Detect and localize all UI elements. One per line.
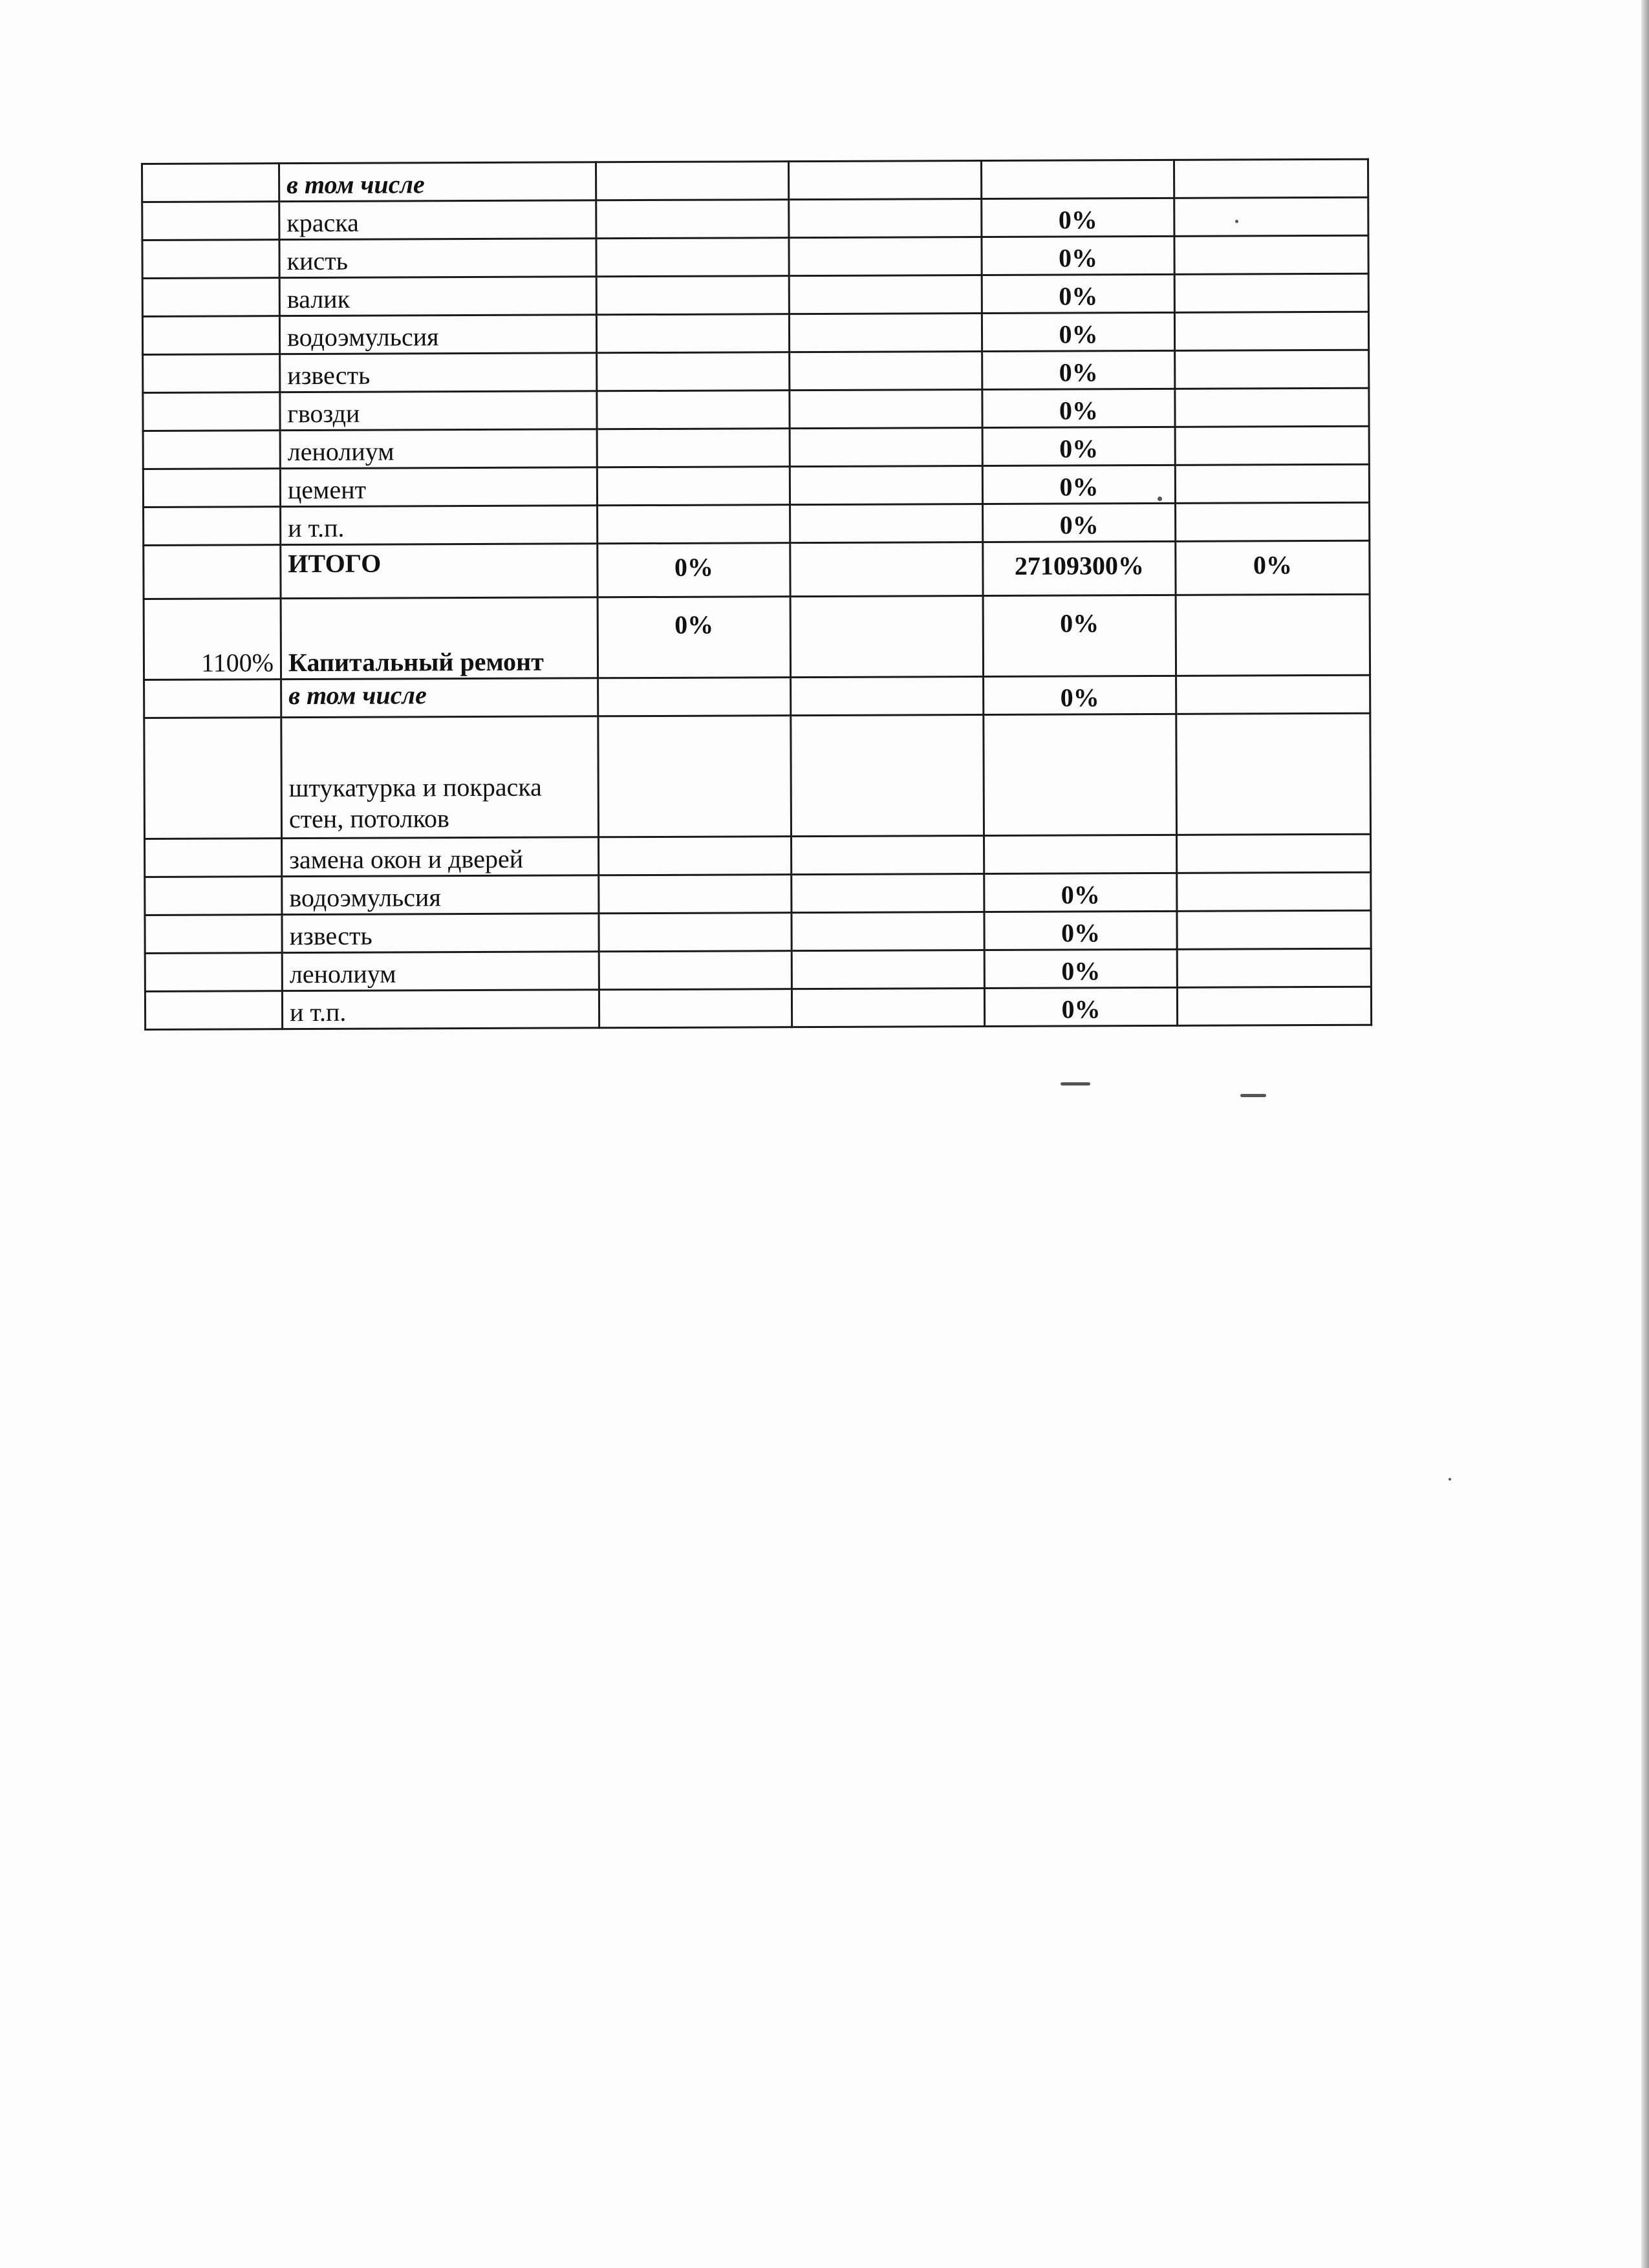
table-row: [143, 464, 1369, 507]
name-cell: гвозди: [280, 391, 597, 431]
value-cell: [790, 390, 982, 429]
name-cell: известь: [280, 353, 597, 392]
code-cell: [144, 679, 281, 718]
value-cell: 0%: [982, 427, 1175, 465]
value-cell: [599, 875, 792, 914]
scan-edge-shadow: [1641, 0, 1649, 2268]
code-cell: [143, 469, 280, 508]
table-row: [145, 948, 1371, 991]
value-cell: [984, 714, 1177, 835]
value-cell: 0%: [983, 595, 1176, 676]
value-cell: [599, 989, 792, 1028]
code-cell: [142, 240, 279, 279]
value-cell: [599, 837, 792, 875]
value-cell: [1175, 426, 1369, 465]
value-cell: [598, 505, 790, 544]
code-cell: [145, 991, 282, 1030]
code-cell: 1100%: [144, 599, 281, 680]
value-cell: 0%: [982, 465, 1175, 504]
value-cell: [984, 835, 1177, 873]
name-cell: ленолиум: [280, 429, 597, 469]
table-row: [145, 872, 1371, 915]
value-cell: 0%: [982, 236, 1174, 275]
value-cell: [598, 678, 791, 716]
code-cell: [144, 507, 281, 546]
code-cell: [142, 316, 279, 355]
name-cell: ленолиум: [282, 952, 599, 991]
value-cell: [792, 950, 984, 989]
value-cell: [788, 161, 981, 200]
table-row: [145, 834, 1371, 877]
value-cell: [598, 716, 792, 837]
value-cell: 0%: [984, 676, 1176, 714]
total-label: ИТОГО: [281, 544, 598, 599]
value-cell: [1177, 948, 1371, 987]
value-cell: [1174, 197, 1368, 236]
value-cell: 0%: [982, 312, 1174, 351]
name-cell: краска: [279, 200, 596, 240]
value-cell: [789, 275, 982, 314]
table-row: [142, 159, 1368, 202]
value-cell: [597, 467, 790, 506]
code-cell: [145, 877, 282, 915]
code-cell: [143, 431, 280, 469]
value-cell: [791, 715, 984, 837]
scan-speck: [1449, 1478, 1451, 1481]
value-cell: [1177, 834, 1371, 873]
value-cell: [1174, 159, 1368, 198]
name-cell: в том числе: [281, 678, 598, 718]
value-cell: [792, 989, 984, 1027]
code-cell: [143, 354, 280, 393]
value-cell: 0%: [984, 873, 1177, 912]
value-cell: [790, 542, 983, 597]
value-cell: [1175, 464, 1369, 503]
value-cell: [792, 836, 984, 875]
value-cell: [1175, 388, 1369, 427]
name-cell: цемент: [280, 467, 597, 507]
table-row: [143, 350, 1369, 392]
name-cell: кисть: [279, 239, 596, 278]
value-cell: [792, 912, 984, 951]
section-title: Капитальный ремонт: [281, 597, 598, 679]
value-cell: 0%: [984, 987, 1177, 1026]
table-row: [144, 675, 1370, 718]
code-cell: [143, 392, 280, 431]
value-cell: 0%: [598, 597, 790, 678]
total-row: [144, 540, 1370, 599]
value-cell: [789, 199, 982, 238]
value-cell: [597, 390, 790, 429]
value-cell: [1177, 987, 1371, 1025]
code-cell: [142, 202, 279, 241]
value-cell: [597, 352, 790, 391]
value-cell: 0%: [984, 949, 1177, 988]
value-cell: [1176, 675, 1370, 714]
value-cell: [981, 160, 1174, 198]
value-cell: [789, 237, 982, 276]
value-cell: [599, 913, 792, 952]
value-cell: [1175, 350, 1369, 389]
value-cell: [1174, 235, 1368, 274]
table-row: [144, 713, 1371, 839]
table-row: [142, 312, 1368, 354]
table-row: [145, 910, 1371, 953]
name-cell: и т.п.: [281, 506, 598, 545]
section-row: [144, 594, 1370, 679]
name-cell: водоэмульсия: [279, 315, 596, 354]
value-cell: [1176, 594, 1370, 676]
value-cell: [1177, 910, 1371, 949]
value-cell: [597, 429, 790, 467]
name-cell: водоэмульсия: [282, 875, 599, 915]
name-cell: известь: [282, 914, 599, 953]
code-cell: [145, 915, 282, 954]
value-cell: 0%: [982, 389, 1175, 427]
table-row: [144, 502, 1370, 545]
scan-speck: [1061, 1082, 1090, 1086]
value-cell: 0%: [1176, 540, 1370, 595]
value-cell: 0%: [984, 911, 1177, 950]
code-cell: [142, 278, 279, 317]
table-row: [142, 235, 1368, 278]
value-cell: [1176, 502, 1370, 541]
value-cell: 0%: [982, 274, 1174, 313]
value-cell: [790, 428, 982, 467]
value-cell: [790, 504, 983, 543]
value-cell: [790, 466, 982, 505]
table-row: [143, 426, 1369, 469]
value-cell: [596, 162, 789, 200]
scan-speck: [1158, 497, 1162, 501]
name-cell: и т.п.: [282, 990, 599, 1029]
value-cell: 0%: [982, 198, 1174, 237]
table-row: [143, 388, 1369, 431]
code-cell: [145, 839, 282, 877]
materials-table: [141, 158, 1372, 1031]
name-cell: валик: [279, 277, 596, 316]
scan-speck: [1235, 220, 1238, 223]
value-cell: [596, 238, 789, 277]
value-cell: [1174, 312, 1368, 350]
value-cell: 0%: [598, 543, 790, 597]
value-cell: 0%: [983, 503, 1176, 542]
value-cell: [599, 951, 792, 990]
value-cell: [790, 596, 983, 678]
value-cell: [789, 314, 982, 352]
value-cell: [1174, 273, 1368, 312]
value-cell: [791, 677, 984, 716]
value-cell: [792, 874, 984, 913]
table-row: [145, 987, 1371, 1029]
value-cell: 27109300%: [983, 541, 1176, 595]
code-cell: [144, 718, 282, 839]
value-cell: [596, 314, 789, 353]
value-cell: [596, 200, 789, 239]
code-cell: [144, 545, 281, 599]
value-cell: 0%: [982, 350, 1175, 389]
table-row: [142, 273, 1368, 316]
value-cell: [790, 352, 982, 390]
value-cell: [1177, 872, 1371, 911]
value-cell: [1176, 713, 1371, 835]
table-row: [142, 197, 1368, 240]
name-cell: замена окон и дверей: [282, 837, 599, 877]
value-cell: [596, 276, 789, 315]
code-cell: [145, 953, 282, 992]
scan-speck: [1240, 1094, 1266, 1097]
code-cell: [142, 164, 279, 202]
name-cell: штукатурка и покраска стен, потолков: [281, 716, 599, 839]
name-cell: в том числе: [279, 162, 596, 202]
